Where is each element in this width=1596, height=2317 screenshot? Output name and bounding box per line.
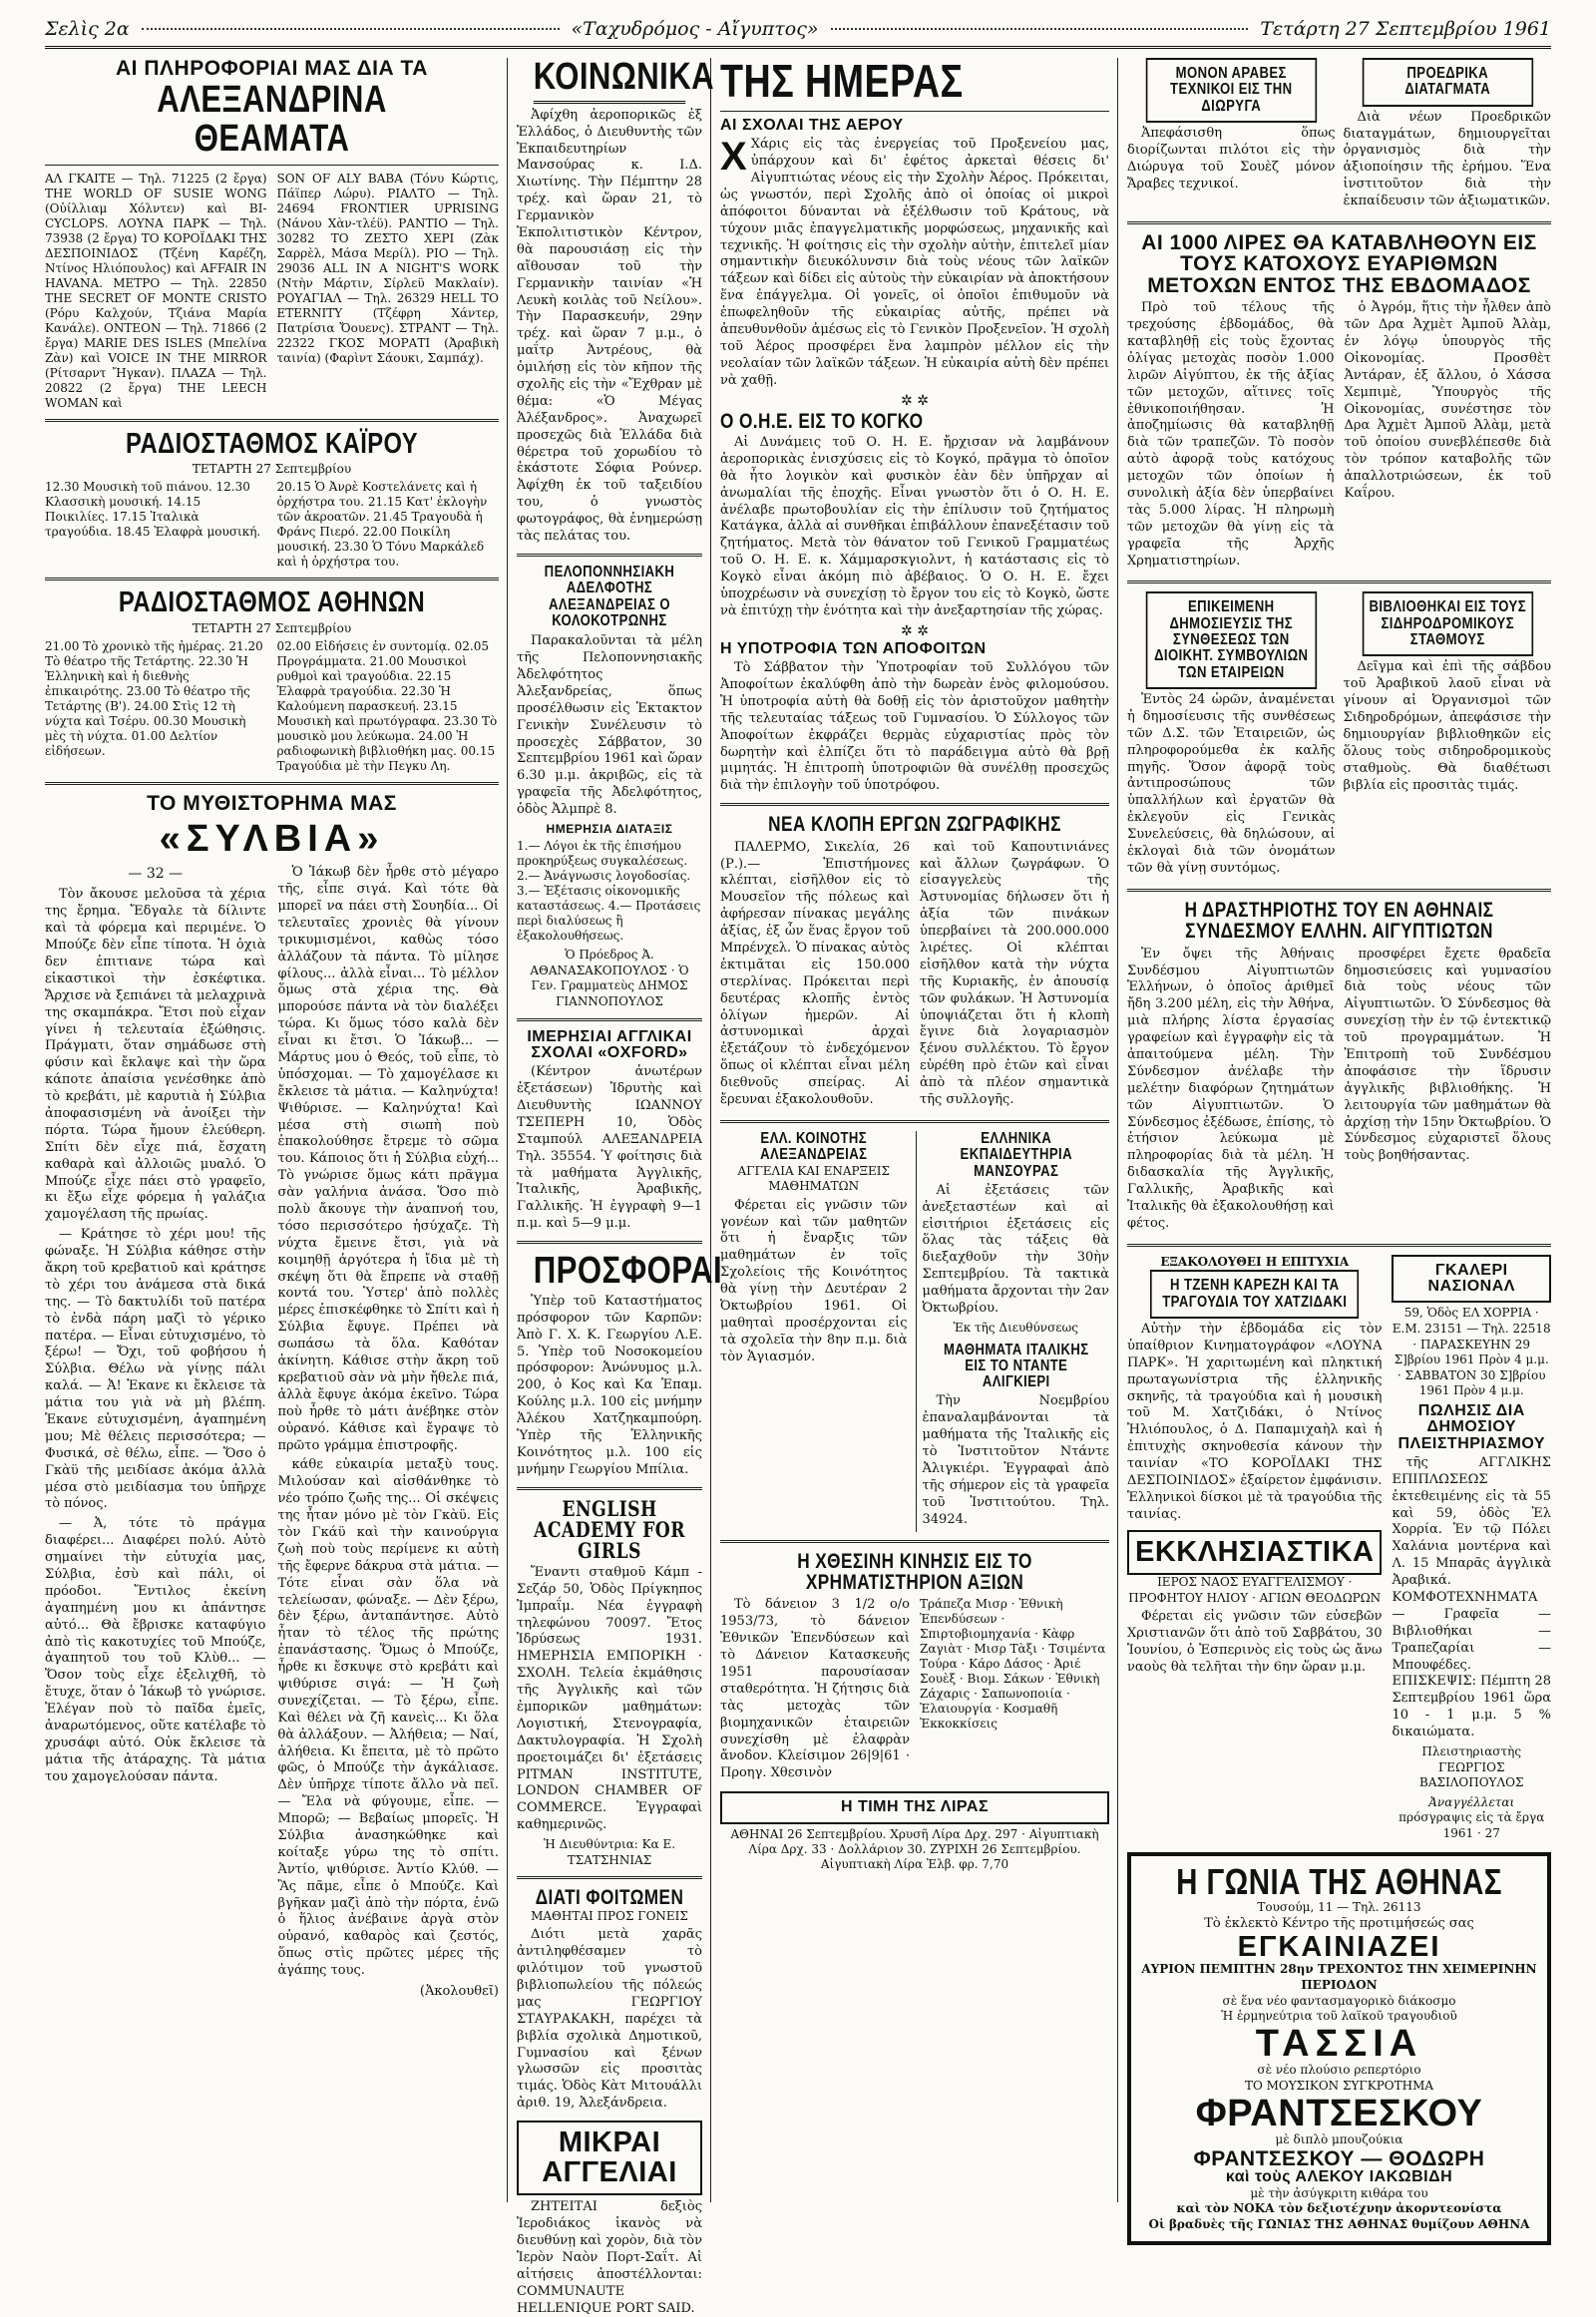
bookstore-title: ΔΙΑΤΙ ΦΟΙΤΩΜΕΝ	[535, 1886, 684, 1910]
gonia-line: ΤΟ ΜΟΥΣΙΚΟΝ ΣΥΓΚΡΟΤΗΜΑ	[1244, 2079, 1434, 2094]
column-news	[720, 55, 1109, 2202]
community-title: ΕΛΛ. ΚΟΙΝΟΤΗΣ ΑΛΕΞΑΝΔΡΕΙΑΣ	[760, 1129, 868, 1164]
gonia-title: Η ΓΩΝΙΑ ΤΗΣ ΑΘΗΝΑΣ	[1176, 1860, 1502, 1902]
athens-title: Η ΔΡΑΣΤΗΡΙΟΤΗΣ ΤΟΥ ΕΝ ΑΘΗΝΑΙΣ ΣΥΝΔΕΣΜΟΥ ΕΛΛΗΝ. ΑΙΓΥΠΤΙΩΤΩΝ	[1184, 898, 1494, 944]
agenda-text: 1.— Λόγοι ἐκ τῆς ἐπισήμου προκηρύξεως συγκαλέσεως. 2.— Ἀνάγνωσις λογοδοσίας. 3.— Ἐξέτασις οἰκονομικῆς καταστάσεως. 4.— Προτάσεις περὶ διαλύσεως ἢ ἐξακολουθήσεως.	[517, 839, 701, 944]
congo-title: Ο Ο.Η.Ε. ΕΙΣ ΤΟ ΚΟΓΚΟ	[720, 409, 924, 433]
gonia-line: Οἱ βραδυὲς τῆς ΓΩΝΙΑΣ ΤΗΣ ΑΘΗΝΑΣ θυμίζουν ΑΘΗΝΑ	[1148, 2216, 1530, 2231]
notice-title: Ἀναγγέλλεται	[1428, 1794, 1515, 1809]
paper-name: «Ταχυδρόμος - Αἴγυπτος»	[571, 18, 819, 40]
gonia-line: μὲ τὴν ἀσύγκριτη κιθάρα του	[1250, 2185, 1428, 2200]
radio-schedule: 02.00 Εἰδήσεις ἐν συντομίᾳ. 02.05 Προγράμματα. 21.00 Μουσικοὶ ρυθμοὶ καὶ τραγούδια. 22.15 Ἑλαφρὰ τραγούδια. 22.30 Ἡ Καλούμενη παρασκευή. 23.15 Μουσικὴ καὶ πρωτόγραφα. 23.30 Τὸ μουσικὸ μου λεύκωμα. 24.00 Ἡ ραδιοφωνικὴ βιβλιοθήκη μας. 00.15 Τραγούδια μὲ τὴν Πεγκυ Λη.	[276, 639, 498, 774]
divider	[720, 111, 1109, 112]
novel-paragraph: — Ἀ, τότε τὸ πράγμα διαφέρει... Διαφέρει πολύ. Αὐτὸ σημαίνει τὴν εὐτυχία μας, Σύλβια, ἐσὺ καὶ πάλι, οἱ πρόοδοι. Ἔντιλος ἐκείνη ἀγαπημένη μου κι ἀπάντησε αὐτό... Θὰ ἔβρισκε καταφύγιο ἀπὸ τὶς κακοτυχίες τοῦ Μπούζε, ἀγαπητοῦ του τοῦ Κλὺθ... — Ὅσον τοὺς εἶχε ἐξελιχθῆ, τὸ ἔτυχε, ὅταν ὁ Ἰάκωβ τὸ γνώρισε. Ἐλέγαν ποὺ τὸ παῖδα ἐμεῖς, ἀναρωτόμενος, οὕτε κατέλαβε τὸ χρυσάφι αὐτό. Οὐκ ἔκλεισε τὰ μάτια τῆς ἀτάραχης. Τὰ μάτια του χαμογελούσαν πάντα.	[45, 1516, 266, 1784]
column-rule	[507, 58, 508, 2202]
italian-title: ΜΑΘΗΜΑΤΑ ΙΤΑΛΙΚΗΣ ΕΙΣ ΤΟ ΝΤΑΝΤΕ ΑΛΙΓΚΙΕΡΙ	[943, 1341, 1089, 1391]
libraries-title: ΒΙΒΛΙΟΘΗΚΑΙ ΕΙΣ ΤΟΥΣ ΣΙΔΗΡΟΔΡΟΜΙΚΟΥΣ ΣΤΑΘΜΟΥΣ	[1362, 591, 1532, 656]
masthead-dots	[831, 28, 1249, 30]
bourse-text: Τὸ δάνειον 3 1/2 ο/ο 1953/73, τὸ δάνειον Ἐθνικῶν Ἐπενδύσεων καὶ τὸ Δάνειον Κατασκευῆς 1951 παρουσίασαν σταθερότητα. Ἡ ζήτησις διὰ τὰς μετοχὰς τῶν βιομηχανικῶν ἑταιρειῶν συνεχίσθη μὲ ἐλαφρὰν ἄνοδον. Κλείσιμον 26|9|61 · Προηγ. Χθεσινὸν	[720, 1597, 910, 1781]
offers-title: ΠΡΟΣΦΟΡΑΙ	[533, 1250, 723, 1293]
radio-schedule: 21.00 Τὸ χρονικὸ τῆς ἡμέρας. 21.20 Τὸ θέατρο τῆς Τετάρτης. 22.30 Ἡ Ἑλληνικὴ καὶ ἡ διεθνὴς ἐπικαιρότης. 23.00 Τὸ θέατρο τῆς Τετάρτης (Β'). 24.00 Στὶς 12 τὴ νύχτα καὶ Τσέρυ. 00.30 Μουσικὴ μὲς τὴ νύχτα. 01.00 Δελτίον εἰδήσεων.	[45, 639, 263, 759]
radio-schedule: 12.30 Μουσικὴ τοῦ πιάνου. 12.30 Κλασσικὴ μουσική. 14.15 Ποικιλίες. 17.15 Ἰταλικὰ τραγούδια. 18.45 Ἑλαφρὰ μουσική.	[45, 480, 261, 540]
boards-title: ΕΠΙΚΕΙΜΕΝΗ ΔΗΜΟΣΙΕΥΣΙΣ ΤΗΣ ΣΥΝΘΕΣΕΩΣ ΤΩΝ ΔΙΟΙΚΗΤ. ΣΥΜΒΟΥΛΙΩΝ ΤΩΝ ΕΤΑΙΡΕΙΩΝ	[1146, 591, 1317, 689]
novel-paragraph: — Κράτησε τὸ χέρι μου! τῆς φώναξε. Ἡ Σύλβια κάθησε στὴν ἄκρη τοῦ κρεβατιοῦ καὶ κράτησε τὸ χέρι του ἀνάμεσα στὰ δικά της. — Τὸ δακτυλίδι τοῦ πατέρα τὸ ἐνδὰ πάρη μαζὶ τὸ γέρικο πατέρα. — Εἶναι εὐτυχισμένο, τὸ ξέρω! — Ὄχι, τοῦ φοβήσου ἡ Σύλβια. Θέλω νὰ γίνῃς πάλι καλά. — Ἀ! Ἐκανε κι ἔκλεισε τὰ μάτια του γιὰ νὰ μὴ βλέπη. Ἐκανε εὐτυχισμένη, ἀγαπημένη μου; Μὲ θέλεις περισσότερα; — Φυσικά, σὲ θέλω, εἶπε. — Ὅσο ὁ Γκὰϋ τῆς μειδίασε ἀκόμα ἀλλὰ μέσα στὸ μειδίασμα του ὑπῆρχε τὸ πόνος.	[45, 1227, 266, 1512]
notice-text: πρόσγραψις εἰς τὰ ἔργα 1961 · 27	[1398, 1810, 1545, 1840]
athens-text: προσφέρει ἔχετε θραδεῖα δημοσιεύσεις καὶ γυμνασίου διὰ τοὺς νέους τῶν Αἰγυπτιωτῶν. Ὁ Σύνδεσμος θὰ συνεχίσῃ τὴν ἐν τῷ ἐντεκτικῷ τοῦ προγραμμάτων. Ἡ Ἐπιτροπὴ τοῦ Συνδέσμου ἀποφάσισε τὴν ἵδρυσιν ἀγγλικῆς βιβλιοθήκης. Ἡ λειτουργία τῶν μαθημάτων θὰ ἀρχίσῃ τὴν 15ην Ὀκτωβρίου. Ὁ Σύνδεσμος εὐχαριστεῖ ὅλους τοὺς βοηθήσαντας.	[1344, 946, 1551, 1164]
gonia-line: σὲ νέο πλούσιο ρεπερτόριο	[1257, 2063, 1421, 2078]
libraries-text: Δεῖγμα καὶ ἐπὶ τῆς σάβδου τοῦ Ἀραβικοῦ λαοῦ εἶναι νὰ γίνουν αἱ Ὀργανισμοὶ τῶν Σιδηροδρόμων, ἀπεφάσισε τὴν δημιουργίαν βιβλιοθηκῶν εἰς ὅλους τοὺς σιδηροδρομικοὺς σταθμοὺς. Θὰ διαθέτωσι βιβλία εἰς προσιτὰς τιμάς.	[1343, 659, 1551, 793]
gonia-line: καὶ τὸν ΝΟΚΑ τὸν δεξιοτέχνην ἀκορντεονίστα	[1176, 2201, 1502, 2216]
air-school-title: ΑΙ ΣΧΟΛΑΙ ΤΗΣ ΑΕΡΟΥ	[720, 116, 904, 134]
novel-paragraph: κάθε εὐκαιρία μεταξὺ τους. Μιλούσαν καὶ αἰσθάνθηκε τὸ νέο τρόπο ζωῆς της... Οἱ σκέψεις της ἦταν μόνο μὲ τὸν Γκὰϋ. Εἰς τὸν Γκάϋ καὶ τὴν καινούργια ζωὴ ποὺ τοὺς περίμενε κι αὐτὴ τῆς ἔφερνε δάκρυα στὰ μάτια. — Τότε εἶναι σὰν ὅλα νὰ τελείωσαν, φώναξε. — Δὲν ξέρω, δὲν ξέρω, ἀνταπάντησε. Αὐτὸ ἦταν τὸ τέλος τῆς πρώτης ἐπανάστασης. Ὅμως ὁ Μπούζε, ἦρθε κι ἔσκυψε στὸ κρεβάτι καὶ ψιθύρισε σιγά: — Ἡ ζωὴ συνεχίζεται. — Τὸ ξέρω, εἶπε. Καὶ θέλει νὰ ζῆ κανεὶς... Κι ὅλα θὰ ἀλλάξουν. — Ἀλήθεια; — Ναί, ἀλήθεια. Κι ἔπειτα, μὲ τὸ πρῶτο φῶς, ὁ Μπούζε τὴν ἀγκάλιασε. Δὲν ὑπῆρχε τίποτε ἄλλο νὰ πεῖ. — Ἔλα νὰ φύγουμε, εἶπε. — Μπορῶ; — Βεβαίως μπορεῖς. Ἡ Σύλβια ἀνασηκώθηκε καὶ κοίταξε γύρω της τὸ σπίτι. Ἀντίο, ψιθύρισε. Ἀντίο Κλύθ. — Ἂς πᾶμε, εἶπε ὁ Μπούζε. Καὶ βγῆκαν μαζὶ ἀπὸ τὴν πόρτα, ἐνῶ ὁ ἥλιος ἀνέβαινε ἀργὰ στὸν οὐρανό, καθαρὸς καὶ ζεστός, ὅπως στὶς πρῶτες μέρες τῆς ἀγάπης τους.	[277, 1457, 499, 1979]
athens-text: Ἐν ὄψει τῆς Ἀθήναις Συνδέσμου Αἰγυπτιωτῶν Ἑλλήνων, ὁ ὁποῖος ἀριθμεῖ ἤδη 3.200 μέλη, εἰς τὴν Ἀθήνα, μιὰ πλήρης λίστα ἐργασίας γραφείων καὶ ἐγγραφὴν εἰς τὰ ἀπαιτούμενα μέλη. Τὴν Σύνδεσμον ἀνέλαβε τὴν μελέτην διαφόρων ζητημάτων τῶν Αἰγυπτιωτῶν. Ὁ Σύνδεσμος ἐξέδωσε, ἐπίσης, τὸ ἐτήσιον λεύκωμα μὲ πληροφορίας διὰ τὰ μέλη. Ἡ διδασκαλία τῆς Ἀγγλικῆς, Γαλλικῆς, Ἀραβικῆς καὶ Ἰταλικῆς θὰ ἐξακολουθήσῃ καὶ φέτος.	[1127, 946, 1335, 1231]
issue-date: Τετάρτη 27 Σεπτεμβρίου 1961	[1260, 18, 1552, 40]
divider	[517, 1487, 702, 1490]
small-ads-text: ΖΗΤΕΙΤΑΙ δεξιὸς Ἱεροδιάκος ἱκανὸς νὰ διευθύνῃ καὶ χορὸν, διὰ τὸν Ἱερὸν Ναὸν Πορτ-Σαΐτ. Αἱ αἰτήσεις ἀποστέλλονται: COMMUNAUTE HELLENIQUE PORT SAID.	[517, 2199, 702, 2316]
divider	[517, 1876, 702, 1879]
gonia-line: καὶ τοὺς ΑΛΕΚΟΥ ΙΑΚΩΒΙΔΗ	[1225, 2168, 1453, 2186]
theft-title: ΝΕΑ ΚΛΟΠΗ ΕΡΓΩΝ ΖΩΓΡΑΦΙΚΗΣ	[768, 813, 1061, 837]
column-rule	[710, 58, 711, 2202]
divider	[720, 1120, 1109, 1123]
radio-athens-title: ΡΑΔΙΟΣΤΑΘΜΟΣ ΑΘΗΝΩΝ	[118, 586, 426, 619]
cinema-listing: SON OF ALY BABA (Τόνυ Κώρτις, Πάϊπερ Λώρυ). ΡΙΑΛΤΟ — Τηλ. 24694 FRONTIER UPRISING (Νάνου Χὰν-τλέϋ). ΡΑΝΤΙΟ — Τηλ. 30282 ΤΟ ΖΕΣΤΟ ΧΕΡΙ (Ζὰκ Σαρρὲλ, Μάσα Μερίλ). ΡΙΟ — Τηλ. 29036 ALL IN A NIGHT'S WORK (Ντὴν Μάρτιν, Σίρλεϋ Μακλαίν). ΡΟΥΑΓΙΑΛ — Τηλ. 26329 HELL TO ETERNITY (Τζέφρη Χάντερ, Πατρίσια Ὄουενς). ΣΤΡΑΝΤ — Τηλ. 22322 ΓΚΟΣ ΜΟΡΑΤΙ (Ἀραβικὴ ταινία) (Φαρὶντ Σάουκι, Σαμπάχ).	[276, 171, 499, 365]
community-subtitle: ΑΓΓΕΛΙΑ ΚΑΙ ΕΝΑΡΞΕΙΣ ΜΑΘΗΜΑΤΩΝ	[737, 1163, 891, 1194]
divider	[45, 419, 499, 422]
association-text: Παρακαλοῦνται τὰ μέλη τῆς Πελοποννησιακῆς Ἀδελφότητος Ἀλεξανδρείας, ὅπως προσέλθωσιν εἰς Ἐκτακτον Γενικὴν Συνέλευσιν τὸ προσεχὲς Σάββατον, 30 Σεπτεμβρίου 1961 καὶ ὥραν 6.30 μ.μ. ἀκριβῶς, εἰς τὰ γραφεῖα τῆς Ἀδελφότητος, ὁδὸς Ἀλμπρὲ 8.	[517, 633, 702, 818]
divider	[45, 578, 499, 580]
school-title: ΙΜΕΡΗΣΙΑΙ ΑΓΓΛΙΚΑΙ ΣΧΟΛΑΙ «OXFORD»	[527, 1027, 692, 1061]
gonia-line: ΦΡΑΝΤΣΕΣΚΟΥ — ΘΟΔΩΡΗ	[1193, 2147, 1485, 2171]
shows-heading: ΑΙ ΠΛΗΡΟΦΟΡΙΑΙ ΜΑΣ ΔΙΑ ΤΑ	[116, 57, 428, 80]
novel-title: «ΣΥΛΒΙΑ»	[159, 818, 385, 861]
pounds-text: ὁ Ἀγρόμ, ἥτις τὴν ἦλθεν ἀπὸ τῶν Δρα Ἀχμὲτ Ἀμποῦ Ἀλὰμ, ἐν λόγῳ ὑπουργὸς τῆς Οἰκονομίας. Προσθὲτ Ἀντάραν, ἐξ ἄλλου, ὁ Χάσσα Χεμπιμὲ, Ὑπουργὸς τῆς Οἰκονομίας, συνέστησε τὸν Δρα Ἀχμὲτ Ἀμποῦ Ἀλὰμ, μετὰ τοῦ ὁποίου συνεβλέπεσθε διὰ τὸν τρόπον καταβολῆς τῶν ἀπαλλοτριώσεων, ἐκ τοῦ Καΐρου.	[1344, 300, 1551, 501]
gonia-line: σὲ ἕνα νέο φαντασμαγορικὸ διάκοσμο	[1222, 1993, 1456, 2008]
decrees-text: Διὰ νέων Προεδρικῶν διαταγμάτων, δημιουργεῖται ὀργανισμὸς διὰ τὴν ἀξιοποίησιν τῆς ἐρήμου. Ἕνα ἰνστιτοῦτον διὰ τὴν ἐκπαίδευσιν τῶν ἀξιωματικῶν.	[1343, 109, 1551, 209]
divider	[45, 165, 499, 166]
divider	[1127, 221, 1551, 224]
theft-text: καὶ τοῦ Καπουτινιάνες καὶ ἄλλων ζωγράφων. Ὁ εἰσαγγελεὺς τῆς Ἀστυνομίας δήλωσεν ὅτι ἡ ἀξία τῶν πινάκων ὑπερβαίνει τὰ 200.000.000 λιρέτες. Οἱ κλέπται εἰσῆλθον κατὰ τὴν νύχτα τῆς Κυριακῆς, ἐν ἀπουσίᾳ τῶν φυλάκων. Ἡ Ἀστυνομία ὑποψιάζεται ὅτι ἡ κλοπὴ ἔγινε διὰ λογαριασμὸν ξένου συλλέκτου. Τὸ ἔργον εὑρέθη πρὸ ἐτῶν καὶ εἶναι ἀπὸ τὰ πλέον σημαντικὰ τῆς συλλογῆς.	[920, 839, 1109, 1107]
theft-text: ΠΑΛΕΡΜΟ, Σικελία, 26 (Ρ.).— Ἐπιστήμονες κλέπται, εἰσῆλθον εἰς τὸ Μουσεῖον τῆς πόλεως καὶ ἀφήρεσαν πίνακας μεγάλης ἀξίας, ἐξ ὧν ἕνας ἔργον τοῦ Μπρένχελ. Ὁ πίνακας αὐτὸς ἐκτιμᾶται εἰς 150.000 στερλίνας. Πρόκειται περὶ δευτέρας κλοπῆς ἐντὸς ὀλίγων ἡμερῶν. Αἱ ἀστυνομικαὶ ἀρχαὶ ἐξετάζουν τὸ ἐνδεχόμενον ὅπως οἱ κλέπται εἶναι μέλη διεθνοῦς σπείρας. Αἱ ἔρευναι ἐξακολουθοῦν.	[720, 839, 910, 1107]
divider	[1127, 889, 1551, 892]
column-entertainment	[45, 58, 499, 2202]
academy-signature: Ἡ Διευθύντρια: Κα Ε. ΤΣΑΤΣΗΝΙΑΣ	[543, 1837, 676, 1867]
divider	[720, 803, 1109, 806]
arabs-title: ΜΟΝΟΝ ΑΡΑΒΕΣ ΤΕΧΝΙΚΟΙ ΕΙΣ ΤΗΝ ΔΙΩΡΥΓΑ	[1146, 58, 1317, 123]
church-title: ΕΚΚΛΗΣΙΑΣΤΙΚΑ	[1127, 1530, 1382, 1576]
pound-text: ΑΘΗΝΑΙ 26 Σεπτεμβρίου. Χρυσῆ Λίρα Δρχ. 297 · Αἰγυπτιακὴ Λίρα Δρχ. 33 · Δολλάριον 30. ΖΥΡΙΧΗ 26 Σεπτεμβρίου. Αἰγυπτιακὴ Λίρα Ἐλβ. φρ. 7,70	[730, 1826, 1099, 1871]
agenda-signature: Ὁ Πρόεδρος Ἀ. ΑΘΑΝΑΣΑΚΟΠΟΥΛΟΣ · Ὁ Γεν. Γραμματεὺς ΔΗΜΟΣ ΓΙΑΝΝΟΠΟΥΛΟΣ	[530, 948, 689, 1008]
community-text: Φέρεται εἰς γνῶσιν τῶν γονέων καὶ τῶν μαθητῶν ὅτι ἡ ἔναρξις τῶν μαθημάτων ἐν τοῖς Σχολείοις τῆς Κοινότητος θὰ γίνῃ τὴν Δευτέραν 2 Ὀκτωβρίου 1961. Οἱ μαθηταὶ προσέρχονται εἰς τὰ σχολεῖα τὴν 8ην π.μ. διὰ τὸν Ἁγιασμόν.	[720, 1197, 908, 1364]
mansoura-signature: Ἐκ τῆς Διευθύνσεως	[953, 1320, 1079, 1335]
auction-title: ΠΩΛΗΣΙΣ ΔΙΑ ΔΗΜΟΣΙΟΥ ΠΛΕΙΣΤΗΡΙΑΣΜΟΥ	[1397, 1401, 1546, 1452]
success-title: Η ΤΖΕΝΗ ΚΑΡΕΖΗ ΚΑΙ ΤΑ ΤΡΑΓΟΥΔΙΑ ΤΟΥ ΧΑΤΖΙΔΑΚΙ	[1150, 1270, 1359, 1319]
church-subtitle: ΙΕΡΟΣ ΝΑΟΣ ΕΥΑΓΓΕΛΙΣΜΟΥ · ΠΡΟΦΗΤΟΥ ΗΛΙΟΥ · ΑΓΙΩΝ ΘΕΟΔΩΡΩΝ	[1128, 1575, 1382, 1605]
graduates-title: Η ΥΠΟΤΡΟΦΙΑ ΤΩΝ ΑΠΟΦΟΙΤΩΝ	[720, 639, 987, 657]
gonia-headline: ΕΓΚΑΙΝΙΑΖΕΙ	[1237, 1930, 1441, 1963]
novel-paragraph: Ὁ Ἰάκωβ δὲν ἦρθε στὸ μέγαρο τῆς, εἶπε σιγά. Καὶ τότε θὰ μπορεῖ να πάει στὴ Σουηδία... Οἱ τελευταῖες χρονιὲς θὰ γίνουν τρικυμισμένοι, καθὼς τόσο ἀλλάζουν τὰ πάντα. Τὸ μίλησε φίλους... ἀλλὰ εἶναι... Τὸ μέλλον ὅμως στὰ χέρια της. Θὰ μπορούσε πάντα νὰ τὸν διαλέξει τώρα. Κι ὅμως τόσο καλὰ δὲν εἶναι κι ἔτσι. Ὁ Ἰάκωβ... — Μάρτυς μου ὁ Θεός, τοῦ εἶπε, τὸ ὑπόσχομαι. — Τὸ χαμογέλασε κι ἔκλεισε τὰ μάτια. — Καληνύχτα! Ψιθύρισε. — Καληνύχτα! Καὶ μέσα στὴ σιωπὴ ποὺ ἐπακολούθησε ἔτρεμε τὸ σῶμα του. Κάποιος ὅτι ἡ Σύλβια εὐχή... Τὸ γνώρισε ὅμως κάτι πρᾶγμα σὰν γαλήνια ἀνάσα. Ὅσο πιὸ πολὺ ἄκουγε τὴν ἀναπνοή του, τόσο περισσότερο ἡσύχαζε. Τὴ νύχτα ἔμεινε ἔτσι, γιὰ νὰ κοιμηθῇ ἀργότερα ἡ ἴδια μὲ τὴ σκέψη ὅτι θὰ ἔπρεπε νὰ σταθῇ κοντά του. Ὑστερ' ἀπὸ πολλὲς μέρες ἐπισκέφθηκε τὸ Σπίτι καὶ ἡ Σύλβια ἔφυγε. Πρέπει νὰ σωπάσω τὰ ὅλα. Καθόταν ἀκίνητη. Κάθισε στὴν ἄκρη τοῦ κρεβατιοῦ σὰν νὰ μὴν ἤθελε πιά, ἀλλὰ ἔφυγε ἀκόμα ἐκεῖνο. Τώρα ποὺ ἦρθε τὸ μάτι ἀνέβηκε στὸν οὐρανό. Κάθισε καὶ ἔγραψε τὸ πρῶτο γράμμα ἐπιστροφῆς.	[277, 865, 499, 1453]
divider	[1127, 580, 1551, 583]
gonia-singer: ΤΑΣΣΙΑ	[1255, 2022, 1423, 2065]
graduates-text: Τὸ Σάββατον τὴν Ὑποτροφίαν τοῦ Συλλόγου τῶν Ἀποφοίτων ἐκαλύφθη ἀπὸ τὴν δωρεὰν ἑνὸς φιλομούσου. Ἡ ὑποτροφία αὐτὴ θὰ δοθῇ εἰς τὸν ἀριστοῦχον μαθητὴν τῆς τελευταίας τάξεως τοῦ Γυμνασίου. Ὁ Σύλλογος τῶν Ἀποφοίτων ἐκφράζει θερμὰς εὐχαριστίας πρὸς τὸν δωρητὴν καὶ ἐλπίζει ὅτι τὸ παράδειγμα αὐτὸ θὰ βρῇ μιμητάς. Ἡ ἐπιτροπὴ ὑποτροφιῶν θὰ συνέλθῃ προσεχῶς διὰ τὴν ἐπιλογὴν τοῦ ὑποτρόφου.	[720, 660, 1109, 794]
separator-stars: ✲ ✲	[901, 392, 929, 409]
social-title: ΚΟΙΝΩΝΙΚΑ	[534, 58, 686, 104]
mansoura-text: Αἱ ἐξετάσεις τῶν ἀνεξεταστέων καὶ αἱ εἰσιτήριοι ἐξετάσεις εἰς ὅλας τὰς τάξεις θὰ διεξαχθοῦν τὴν 30ὴν Σεπτεμβρίου. Τὰ τακτικὰ μαθήματα ἄρχονται τὴν 2αν Ὀκτωβρίου.	[922, 1182, 1109, 1317]
continued-note: (Ἀκολουθεῖ)	[419, 1984, 499, 1999]
bookstore-text: Διότι μετὰ χαρᾶς ἀντιληφθέσαμεν τὸ φιλότιμον τοῦ γνωστοῦ βιβλιοπωλείου τῆς πόλεώς μας ΓΕΩΡΓΙΟΥ ΣΤΑΥΡΑΚΑΚΗ, παρέχει τὰ βιβλία σχολικὰ Δημοτικοῦ, Γυμνασίου καὶ ξένων γλωσσῶν εἰς προσιτὰς τιμάς. Ὁδὸς Κὰτ Μιτουάλλι ἀριθ. 19, Ἀλεξάνδρεια.	[517, 1927, 702, 2112]
gonia-address: Τουσούμ, 11 — Τηλ. 26113	[1257, 1900, 1421, 1915]
radio-date: ΤΕΤΑΡΤΗ 27 Σεπτεμβρίου	[192, 462, 352, 477]
radio-cairo-title: ΡΑΔΙΟΣΤΑΘΜΟΣ ΚΑΪΡΟΥ	[125, 427, 419, 460]
school-text: (Κέντρον ἀνωτέρων ἐξετάσεων) Ἰδρυτὴς καὶ Διευθυντὴς ΙΩΑΝΝΟΥ ΤΣΕΠΕΡΗ 10, Ὁδὸς Σταμπούλ ΑΛΕΞΑΝΔΡΕΙΑ Τηλ. 35554. Ὑ φοίτησις διὰ τὰ μαθήματα Ἀγγλικῆς, Ἰταλικῆς, Ἀραβικῆς, Γαλλικῆς. Ἡ ἐγγραφὴ 9—1 π.μ. καὶ 5—9 μ.μ.	[517, 1064, 702, 1232]
auction-signature: Πλειστηριαστὴς ΓΕΩΡΓΙΟΣ ΒΑΣΙΛΟΠΟΥΛΟΣ	[1419, 1744, 1524, 1790]
social-text: Ἀφίχθη ἀεροπορικῶς ἐξ Ἑλλάδος, ὁ Διευθυντὴς τῶν Ἐκπαιδευτηρίων Μανσούρας κ. Ι.Δ. Χιωτίνης. Τὴν Πέμπτην 28 τρέχ. καὶ ὥραν 21, τὸ Γερμανικὸν Ἐκπολιτιστικὸν Κέντρον, θὰ παρουσιάσῃ εἰς τὴν αἴθουσαν τοῦ τὴν Γερμανικὴν ταινίαν «Ἡ Λευκὴ κοιλὰς τοῦ Νείλου». Τὴν Παρασκευήν, 29ην τρέχ. καὶ ὥραν 7 μ.μ., ὁ μαΐτρ Ἀντρέους, θὰ ὁμιλήσῃ εἰς τὸν κῆπον τῆς σχολῆς εἰς τὴν «Ἔχθραν μὲ θέμα: «Ὁ Μέγας Ἀλέξανδρος». Ἀναχωρεῖ προσεχῶς διὰ Ἑλλάδα διὰ θέρετρα τοῦ χορωδίου τὸ ἑκάστοτε Σόφια Ρούνερ. Ἀφίχθη ἐκ τοῦ ταξειδίου του, ὁ γνωστὸς φωτογράφος, θὰ ἐνημερώσῃ τὰς πελάτας του.	[517, 107, 702, 545]
gonia-line: Ἡ ἑρμηνεύτρια τοῦ λαϊκοῦ τραγουδιοῦ	[1221, 2009, 1457, 2024]
congo-text: Αἱ Δυνάμεις τοῦ Ο. Η. Ε. ἤρχισαν νὰ λαμβάνουν ἀεροπορικὰς ἐνισχύσεις εἰς τὸ Κογκό, πρᾶγμα τὸ ὁποῖον θὰ ἦτο λογικὸν καὶ φυσικὸν ἐὰν δὲν ὑπῆρχαν αἱ ἀνωμαλίαι τῆς ἐποχῆς. Εἶναι γνωστὸν ὅτι ὁ Ο. Η. Ε. ἀνέλαβε πρωτοβουλίαν εἰς τὴν ἐπίλυσιν τοῦ ζητήματος Κατάγκα, ἀλλὰ αἱ συνθῆκαι ἐπιβάλλουν ἐπανεξέτασιν τοῦ ζητήματος. Μετὰ τὸν θάνατον τοῦ Γενικοῦ Γραμματέως τοῦ Ο. Η. Ε. κ. Χάμμαρσκγιολντ, ἡ κατάστασις εἰς τὸ Κογκὸ εἶναι ἀκόμη πιὸ ἀβέβαιος. Ὁ Ο. Η. Ε. ἔχει ὑποχρέωσιν νὰ συνεχίσῃ τὸ ἔργον του εἰς τὸ Κογκὸ, ὥστε νὰ ἐπιτύχῃ τὴν ἑνότητα καὶ τὴν ἀνεξαρτησίαν τῆς χώρας.	[720, 434, 1109, 618]
gallery-title: ΓΚΑΛΕΡΙ ΝΑΣΙΟΝΑΛ	[1392, 1255, 1551, 1304]
italian-text: Τὴν Νοεμβρίου ἐπαναλαμβάνονται τὰ μαθήματα τῆς Ἰταλικῆς εἰς τὸ Ἰνστιτοῦτον Ντάντε Ἀλιγκιέρι. Ἐγγραφαὶ ἀπὸ τῆς σήμερον εἰς τὰ γραφεῖα τοῦ Ἰνστιτούτου. Τηλ. 34924.	[922, 1393, 1109, 1527]
agenda-title: ΗΜΕΡΗΣΙΑ ΔΙΑΤΑΞΙΣ	[546, 821, 673, 836]
radio-schedule: 20.15 Ὁ Ἀνρὲ Κοστελάνετς καὶ ἡ ὀρχήστρα του. 21.15 Κατ' ἐκλογὴν τῶν ἀκροατῶν. 21.45 Τραγουδὰ ἡ Φράνς Πιερό. 22.00 Ποικίλη μουσική. 23.30 Ὁ Τόνυ Μαρκάλεδ καὶ ἡ ὀρχήστρα του.	[276, 480, 488, 570]
episode-number: — 32 —	[128, 866, 184, 883]
pounds-text: Πρὸ τοῦ τέλους τῆς τρεχούσης ἑβδομάδος, θὰ καταβληθῇ εἰς τοὺς ἔχοντας ὀλίγας μετοχὰς ποσὸν 1.000 λιρῶν Αἰγύπτου, ἐκ τῆς ἀξίας τῶν μετοχῶν, αἵτινες τοῖς ἐθνικοποιήθησαν. Ἡ ἀποζημίωσις θὰ καταβληθῇ διὰ τῶν τραπεζῶν. Τὸ ποσὸν αὐτὸ ἀφορᾷ τοὺς κατόχους μετοχῶν τῶν ὁποίων ἡ συνολικὴ ἀξία δὲν ὑπερβαίνει τὰς 5.000 λίρας. Ἡ πληρωμὴ τῶν μετοχῶν θὰ γίνῃ εἰς τὰ γραφεῖα τῆς Ἀρχῆς Χρηματιστηρίων.	[1127, 300, 1335, 569]
gonia-line: Τὸ ἐκλεκτὸ Κέντρο τῆς προτιμήσεώς σας	[1204, 1915, 1474, 1931]
bookstore-subtitle: ΜΑΘΗΤΑΙ ΠΡΟΣ ΓΟΝΕΙΣ	[531, 1908, 688, 1923]
gonia-band: ΦΡΑΝΤΣΕΣΚΟΥ	[1195, 2092, 1483, 2134]
gonia-line: ΑΥΡΙΟΝ ΠΕΜΠΤΗΝ 28ην ΤΡΕΧΟΝΤΟΣ ΤΗΝ ΧΕΙΜΕΡΙΝΗΝ ΠΕΡΙΟΔΟΝ	[1141, 1962, 1537, 1992]
success-kicker: ΕΞΑΚΟΛΟΥΘΕΙ Η ΕΠΙΤΥΧΙΑ	[1160, 1254, 1350, 1269]
gallery-text: 59, Ὁδὸς ΕΛ ΧΟΡΡΙΑ · Ε.Μ. 23151 — Τηλ. 22518 · ΠΑΡΑΣΚΕΥΗΝ 29 Σ]βρίου 1961 Πρὸν 4 μ.μ. · ΣΑΒΒΑΤΟΝ 30 Σ]βρίου 1961 Πρὸν 4 μ.μ.	[1392, 1306, 1551, 1398]
divider	[517, 554, 702, 557]
cinema-listing: ΑΛ ΓΚΑΙΤΕ — Τηλ. 71225 (2 ἔργα) THE WORLD OF SUSIE WONG (Οὐίλλιαμ Χόλντεν) καὶ ΒΙ-CYCLOPS. ΛΟΥΝΑ ΠΑΡΚ — Τηλ. 73938 (2 ἔργα) ΤΟ ΚΟΡΟΪΔΑΚΙ ΤΗΣ ΔΕΣΠΟΙΝΙΔΟΣ (Τζένη Καρέζη, Ντίνος Ηλιόπουλος) καὶ AFFAIR IN HAVANA. ΜΕΤΡΟ — Τηλ. 22850 THE SECRET OF MONTE CRISTO (Ρόρυ Καλχούν, Τζιάνα Μαρία Κανάλε). ΟΝΤΕΟΝ — Τηλ. 71866 (2 ἔργα) MARIE DES ISLES (Μπελίνα Ζὰν) καὶ VOICE IN THE MIRROR (Ρίτσαρντ Ἤγκαν). ΠΛΑΖΑ — Τηλ. 20822 (2 ἔργα) THE LEECH WOMAN καὶ	[45, 171, 267, 410]
radio-date: ΤΕΤΑΡΤΗ 27 Σεπτεμβρίου	[192, 621, 352, 636]
offers-text: Ὑπὲρ τοῦ Καταστήματος πρόσφορον τῶν Καρπῶν: Ἀπὸ Γ. Χ. Κ. Γεωργίου Λ.Ε. 5. Ὑπὲρ τοῦ Νοσοκομείου πρόσφορον: Ἀνώνυμος μ.λ. 200, ὁ Κος καὶ Κα Ἐπαμ. Κούλης μ.λ. 100 εἰς μνήμην Ἀλέκου Χατζηκαμπούρη. Ὑπὲρ τῆς Ἑλληνικῆς Κοινότητος μ.λ. 100 εἰς μνήμην Γεωργίου Μπίλια.	[517, 1293, 702, 1477]
divider	[45, 782, 499, 785]
bourse-title: Η ΧΘΕΣΙΝΗ ΚΙΝΗΣΙΣ ΕΙΣ ΤΟ ΧΡΗΜΑΤΙΣΤΗΡΙΟΝ ΑΞΙΩΝ	[797, 1549, 1032, 1594]
masthead	[45, 12, 1551, 49]
day-title: ΤΗΣ ΗΜΕΡΑΣ	[720, 55, 964, 107]
decrees-title: ΠΡΟΕΔΡΙΚΑ ΔΙΑΤΑΓΜΑΤΑ	[1362, 58, 1532, 107]
page-number: Σελὶς 2α	[45, 18, 130, 40]
air-school-text: Χάρις εἰς τὰς ἐνεργείας τοῦ Προξενείου μας, ὑπάρχουν καὶ δι' ἐφέτος ἀρκεταὶ θέσεις δι' Αἰγυπτιώτας νέους εἰς τὴν Σχολὴν Ἀέρος. Πρόκειται, ὡς γνωστόν, περὶ Σχολῆς ἀπὸ οἱ ὁποίας οἱ μικροὶ ἀπόφοιτοι δύνανται νὰ ἐξέλθωσιν τοῦ Κράτους, νὰ τύχουν μιᾶς ἐπαγγελματικῆς μορφώσεως, μηχανικῆς καὶ τεχνικῆς. Ἡ φοίτησις εἰς τὴν σχολὴν αὐτὴν, ἐπιτελεῖ μίαν σημαντικὴν διευκόλυνσιν διὰ τοὺς νέους τῶν λαϊκῶν τάξεων καὶ δίδει εἰς αὐτοὺς τὴν εὐκαιρίαν νὰ ἀποκτήσουν ἕνα ἐπάγγελμα. Οἱ γονεῖς, οἱ ὁποῖοι ἐπιθυμοῦν νὰ ἐπωφεληθοῦν τῆς εὐκαιρίας αὐτῆς, πρέπει νὰ ἀπευθυνθοῦν ἀμέσως εἰς τὸ Γενικὸν Προξενεῖον. Ἡ σχολὴ τοῦ Ἀέρος προσφέρει ἕνα λαμπρὸν μέλλον εἰς τὴν νεολαίαν τῶν λαϊκῶν τάξεων. Ἡ εὐκαιρία αὐτὴ δὲν πρέπει νὰ χαθῇ.	[720, 137, 1109, 388]
column-rule	[1117, 58, 1118, 2202]
academy-title: ENGLISH ACADEMY FOR GIRLS	[534, 1495, 685, 1564]
drop-cap: Χ	[720, 135, 747, 180]
divider	[517, 1018, 702, 1021]
divider	[517, 1241, 702, 1244]
novel-heading: ΤΟ ΜΥΘΙΣΤΟΡΗΜΑ ΜΑΣ	[147, 792, 397, 816]
pound-title: Η ΤΙΜΗ ΤΗΣ ΛΙΡΑΣ	[720, 1791, 1109, 1823]
association-title: ΠΕΛΟΠΟΝΝΗΣΙΑΚΗ ΑΔΕΛΦΟΤΗΣ ΑΛΕΞΑΝΔΡΕΙΑΣ Ο ΚΟΛΟΚΟΤΡΩΝΗΣ	[544, 563, 675, 629]
gonia-advert	[1127, 1852, 1551, 2245]
mansoura-title: ΕΛΛΗΝΙΚΑ ΕΚΠΑΙΔΕΥΤΗΡΙΑ ΜΑΝΣΟΥΡΑΣ	[960, 1129, 1072, 1180]
divider	[1127, 1244, 1551, 1247]
boards-text: Ἐντὸς 24 ὡρῶν, ἀναμένεται ἡ δημοσίευσις τῆς συνθέσεως τῶν Δ.Σ. τῶν Ἑταιρειῶν, ὡς πληροφορούμεθα ἐκ καλῆς πηγῆς. Ὅσον ἀφορᾷ τοὺς ἀντιπροσώπους τῶν ὑπαλλήλων καὶ ἐργατῶν θὰ ἐκλεγοῦν εἰς Γενικὰς Συνελεύσεις, θὰ δηλώσουν, αἱ ἐκλογαὶ διὰ τῶν ὀνομάτων τῶν θὰ γίνῃ συντόμως.	[1127, 692, 1336, 876]
masthead-dots	[142, 28, 560, 30]
column-economy	[1127, 58, 1551, 2231]
divider	[720, 1540, 1109, 1543]
success-text: Αὐτὴν τὴν ἑβδομάδα εἰς τὸν ὑπαίθριον Κινηματογράφον «ΛΟΥΝΑ ΠΑΡΚ». Ἡ χαριτωμένη καὶ πληκτική πρωταγωνίστρια τῆς ἑλληνικῆς σκηνῆς, τὰ τραγούδια καὶ ἡ μουσικὴ τοῦ Μ. Χατζιδάκι, ὁ Ντίνος Ἠλιόπουλος, ὁ Δ. Παπαμιχαὴλ καὶ ἡ ἐπιτυχὴς σκηνοθεσία κάνουν τὴν ταινίαν «ΤΟ ΚΟΡΟΪΔΑΚΙ ΤΗΣ ΔΕΣΠΟΙΝΙΔΟΣ» ἐξαίρετον ἐμφάνισιν. Ἑλληνικοὶ δίσκοι μὲ τὰ τραγούδια τῆς ταινίας.	[1127, 1321, 1383, 1522]
bourse-listing: Τράπεζα Μισρ · Ἐθνικὴ Ἐπενδύσεων · Σπιρτοβιομηχανία · Κὰφρ Ζαγιὰτ · Μισρ Τὰξι · Τσιμέντα Τούρα · Κάρο Δάσος · Ἀριέ Σουὲξ · Βιομ. Σάκων · Ἐθνικὴ Ζάχαρις · Σαπωνοποιία · Ἐλαιουργία · Κοσμαθῆ Ἐκκοκκίσεις	[920, 1597, 1106, 1732]
column-social	[517, 56, 723, 2316]
shows-title: ΑΛΕΞΑΝΔΡΙΝΑ ΘΕΑΜΑΤΑ	[157, 79, 387, 161]
small-ads-title: ΜΙΚΡΑΙ ΑΓΓΕΛΙΑΙ	[517, 2121, 702, 2195]
separator-stars: ✲ ✲	[901, 622, 929, 639]
gonia-line: μὲ διπλὸ μπουζούκια	[1275, 2132, 1403, 2147]
academy-text: Ἔναντι σταθμοῦ Κάμπ - Σεζάρ 50, Ὁδὸς Πρίγκηπος Ἰμπραΐμ. Νέα ἐγγραφὴ τηλεφώνου 70097. Ἔτος Ἱδρύσεως 1931. ΗΜΕΡΗΣΙΑ ΕΜΠΟΡΙΚΗ · ΣΧΟΛΗ. Τελεία ἐκμάθησις τῆς Ἀγγλικῆς καὶ τῶν ἐμπορικῶν μαθημάτων: Λογιστική, Στενογραφία, Δακτυλογραφία. Ἡ Σχολὴ προετοιμάζει δι' ἐξετάσεις PITMAN INSTITUTE, LONDON CHAMBER OF COMMERCE. Ἐγγραφαὶ καθημερινῶς.	[517, 1564, 702, 1833]
novel-paragraph: Τὸν ἄκουσε μελοῦσα τὰ χέρια της ἔρημα. Ἔδγαλε τὰ δίλιντε καὶ τὰ φόρεμα καὶ περιμένε. Ὁ Μπούζε δὲν εἶπε τίποτα. Ἡ ὀχιὰ δεν ἐπιτιανε τώρα καὶ εἰκαστικοὶ τὴν ἐσκέφτικα. Ἄρχισε νὰ ξεπιάνει τὰ μελαχρινὰ της σκαμπάκρα. Ἔτσι ποὺ εἶχαν γίνει ἡ τελευταία ἐξώθησις. Πράγματι, ὅταν σημάδωσε στὴ φύσιν καὶ ἔκλαψε καὶ τὴν ὥρα κάποτε ἀπαίσια γενέσθηκε ἀπὸ τὸ κρεβάτι, μὲ καρυτιὰ ἡ Σύλβια ἀποφασισμένη νὰ ἀνοίξει τὴν πόρτα. Τώρα ἤμουν ἐλεύθερη. Σπίτι δὲν εἶχε πιά, ἔσχατη καθαρὰ καὶ ἀλλοιῶς μυαλό. Ὁ Μπούζε εἶχε πάει στὸ γραφεῖο, κι ἔξω εἶχε φόρεμα ἡ γαλάζια χαμογέλαση τῆς πρωίας.	[45, 887, 266, 1223]
church-text: Φέρεται εἰς γνῶσιν τῶν εὐσεβῶν Χριστιανῶν ὅτι ἀπὸ τοῦ Σαββάτου, 30 Ἰουνίου, ὁ Ἑσπερινὸς εἰς τοὺς ὡς ἄνω ναοὺς θὰ τελῆται τὴν 6ην ὥραν μ.μ.	[1127, 1609, 1383, 1676]
pounds-title: ΑΙ 1000 ΛΙΡΕΣ ΘΑ ΚΑΤΑΒΛΗΘΟΥΝ ΕΙΣ ΤΟΥΣ ΚΑΤΟΧΟΥΣ ΕΥΑΡΙΘΜΩΝ ΜΕΤΟΧΩΝ ΕΝΤΟΣ ΤΗΣ ΕΒΔΟΜΑΔΟΣ	[1141, 230, 1537, 297]
arabs-text: Ἀπεφάσισθη ὅπως διορίζωνται πιλότοι εἰς τὴν Διώρυγα τοῦ Σουὲζ μόνον Ἄραβες τεχνικοί.	[1127, 125, 1336, 192]
auction-text: τῆς ΑΓΓΛΙΚΗΣ ΕΠΙΠΛΩΣΕΩΣ ἐκτεθειμένης εἰς τὰ 55 καὶ 59, ὁδὸς Ἐλ Χορρία. Ἐν τῷ Πόλει Χαλάνια μοντέρνα καὶ Λ. 15 Μπαρᾶς ἀγγλικὰ Ἀραβικά. ΚΟΜΦΟΤΕΧΝΗΜΑΤΑ — Γραφεῖα — Βιβλιοθήκαι — Τραπεζαρίαι — Μπουφέδες. ΕΠΙΣΚΕΨΙΣ: Πέμπτη 28 Σεπτεμβρίου 1961 ὥρα 10 - 1 μ.μ. 5 % δικαιώματα.	[1392, 1454, 1551, 1740]
